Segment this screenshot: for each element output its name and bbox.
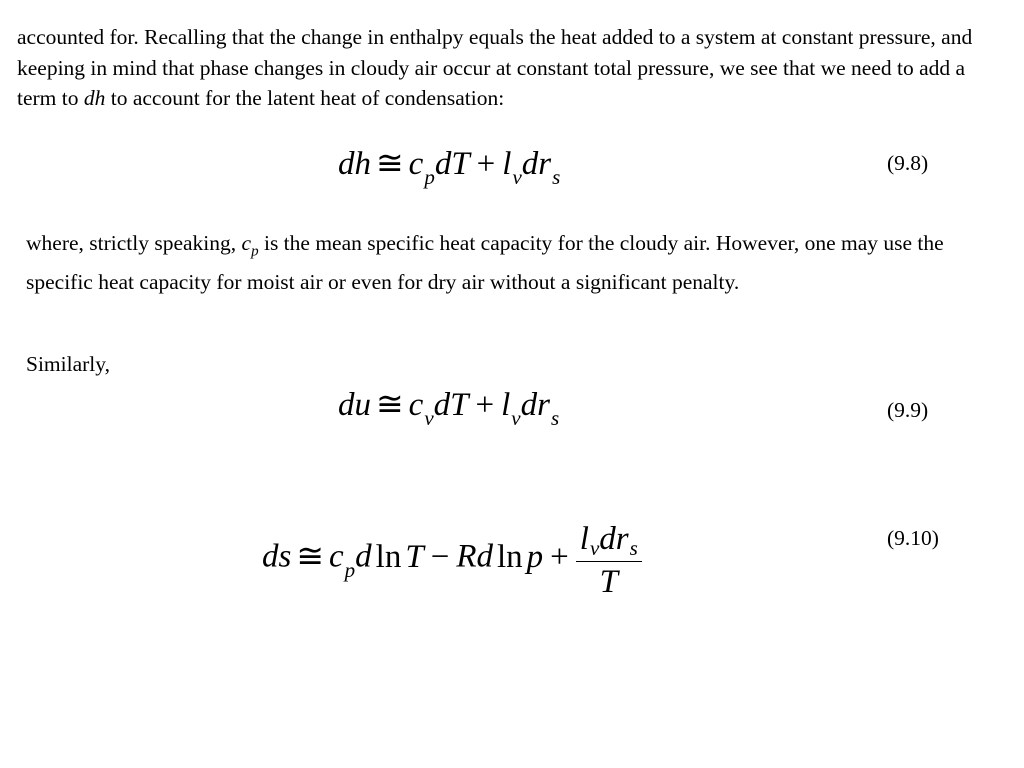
paragraph-text: where, strictly speaking, <box>26 231 242 255</box>
paragraph-latent-heat-intro <box>17 22 1007 114</box>
paragraph-text: is the mean specific heat capacity for the cloudy air. However, one may use the specific heat capacity for moist air or even for dry air without a significant penalty. <box>26 231 944 294</box>
equation-number: (9.8) <box>887 151 929 175</box>
paragraph-text: accounted for. Recalling that the change in enthalpy equals the heat added to a system at constant pressure, and keeping in mind that phase changes in cloudy air occur at constant total pressure, we see that we need to add a term to <box>17 25 973 110</box>
paragraph-specific-heat <box>26 228 1006 297</box>
inline-math-dh: dh <box>83 86 106 110</box>
equation-9-10: ds ≅ $c_pd$ ln T − Rd ln p + $\frac{\text{lvdrs}}{T}$ <box>262 518 642 600</box>
paragraph-text: to account for the latent heat of condensation: <box>105 86 505 110</box>
equation-number: (9.9) <box>887 398 929 422</box>
equation-9-8: dh ≅ $c_pdT + l_vdr_s$ <box>338 146 561 189</box>
paragraph-similarly: Similarly, <box>26 352 111 376</box>
equation-9-9: du ≅ $c_vdT + l_vdr_s$ <box>338 387 560 430</box>
inline-math-cp: $c_p$ <box>241 231 259 260</box>
equation-number: (9.10) <box>887 526 939 550</box>
fraction: $\frac{\text{lvdrs}}{T}$ <box>576 520 642 602</box>
